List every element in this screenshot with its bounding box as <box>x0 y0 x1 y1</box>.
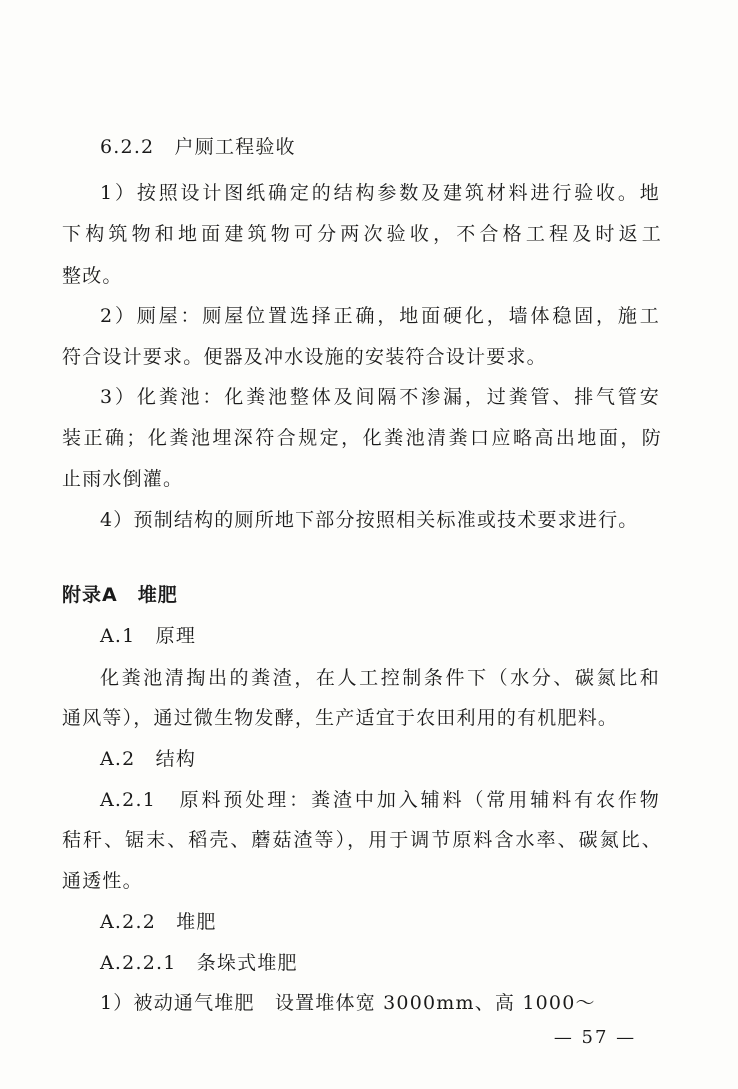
paragraph-line: 1）按照设计图纸确定的结构参数及建筑材料进行验收。地 <box>100 182 660 204</box>
section-heading-a1: A.1 原理 <box>100 625 197 647</box>
paragraph-line: 4）预制结构的厕所地下部分按照相关标准或技术要求进行。 <box>100 509 639 531</box>
paragraph-line: 符合设计要求。便器及冲水设施的安装符合设计要求。 <box>62 346 547 368</box>
paragraph-line: 3）化粪池：化粪池整体及间隔不渗漏，过粪管、排气管安 <box>100 386 660 408</box>
section-heading-a2: A.2 结构 <box>100 748 197 770</box>
paragraph-line: A.2.1 原料预处理：粪渣中加入辅料（常用辅料有农作物 <box>100 789 660 811</box>
section-heading-a2-2: A.2.2 堆肥 <box>100 911 217 933</box>
section-heading-a2-2-1: A.2.2.1 条垛式堆肥 <box>100 952 298 974</box>
paragraph-line: 通风等），通过微生物发酵，生产适宜于农田利用的有机肥料。 <box>62 707 619 729</box>
page-number: — 57 — <box>553 1027 637 1048</box>
paragraph-line: 整改。 <box>62 265 123 287</box>
paragraph-line: 1）被动通气堆肥 设置堆体宽 3000mm、高 1000～ <box>100 992 596 1014</box>
paragraph-line: 装正确；化粪池埋深符合规定，化粪池清粪口应略高出地面，防 <box>62 427 662 449</box>
section-heading-6-2-2: 6.2.2 户厕工程验收 <box>100 136 296 158</box>
paragraph-line: 秸秆、锯末、稻壳、蘑菇渣等），用于调节原料含水率、碳氮比、 <box>62 829 662 851</box>
paragraph-line: 2）厕屋：厕屋位置选择正确，地面硬化，墙体稳固，施工 <box>100 305 660 327</box>
appendix-title: 附录A 堆肥 <box>62 584 178 606</box>
paragraph-line: 通透性。 <box>62 870 143 892</box>
paragraph-line: 化粪池清掏出的粪渣，在人工控制条件下（水分、碳氮比和 <box>100 667 660 689</box>
paragraph-line: 止雨水倒灌。 <box>62 468 184 490</box>
paragraph-line: 下构筑物和地面建筑物可分两次验收，不合格工程及时返工 <box>62 223 662 245</box>
